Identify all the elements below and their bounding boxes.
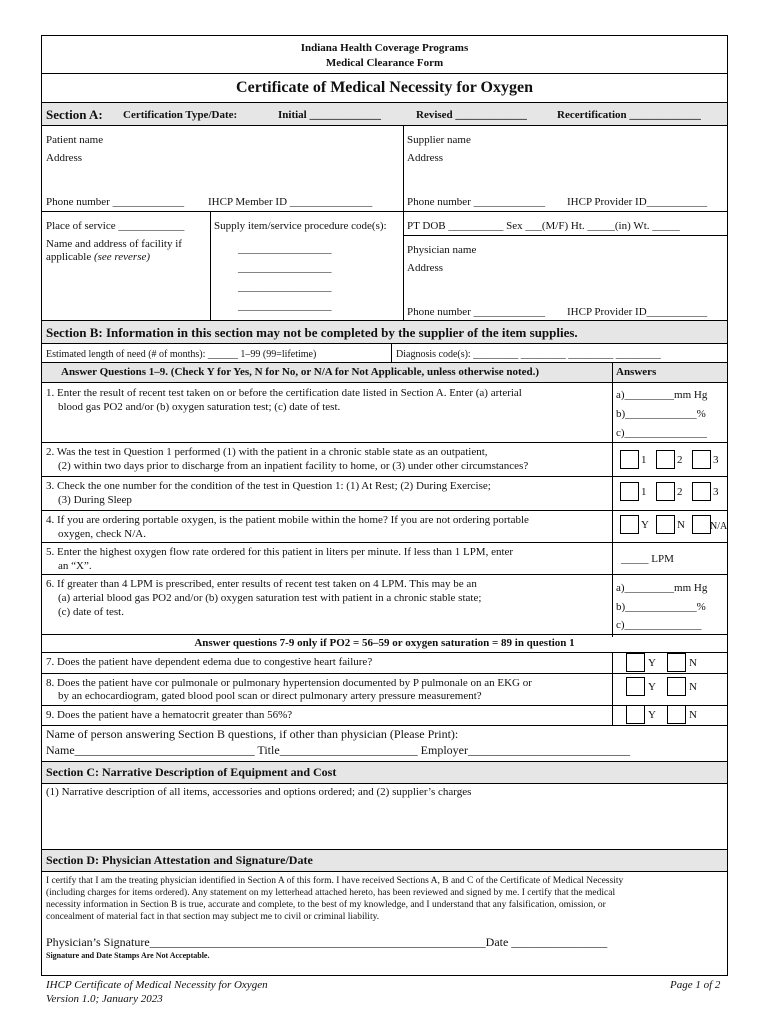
- q1-answer-b[interactable]: b)_____________%: [616, 408, 706, 420]
- q6-answer-b[interactable]: b)_____________%: [616, 601, 706, 613]
- q9-checkbox-n[interactable]: [667, 705, 686, 724]
- attestation-line3: necessity information in Section B is true, accurate and complete, to the best of my knowledge, and I understand that any falsification, omission, or: [46, 900, 606, 910]
- question-4-line1: 4. If you are ordering portable oxygen, is the patient mobile within the home? If you are not ordering portable: [46, 514, 529, 526]
- q4-checkbox-na[interactable]: [692, 515, 711, 534]
- ihcp-member-id-field[interactable]: IHCP Member ID _______________: [208, 196, 373, 208]
- question-8-line1: 8. Does the patient have cor pulmonale or pulmonary hypertension documented by P pulmonale on an EKG or: [46, 677, 532, 689]
- q4-na-label: N/A: [710, 521, 728, 532]
- question-3-line2: (3) During Sleep: [58, 494, 132, 506]
- footer-page-number: Page 1 of 2: [670, 979, 721, 991]
- physician-phone-field[interactable]: Phone number _____________: [407, 306, 546, 318]
- patient-phone-field[interactable]: Phone number _____________: [46, 196, 185, 208]
- q5-lpm-field[interactable]: _____ LPM: [621, 553, 674, 565]
- question-8-line2: by an echocardiogram, gated blood pool scan or direct pulmonary artery pressure measurement?: [58, 690, 482, 702]
- q8-n-label: N: [689, 681, 697, 693]
- answer-instructions: Answer Questions 1–9. (Check Y for Yes, N for No, or N/A for Not Applicable, unless otherwise noted.): [61, 366, 540, 378]
- supply-code-line-2[interactable]: _________________: [238, 262, 332, 274]
- supply-code-line-1[interactable]: _________________: [238, 243, 332, 255]
- q1-answer-a[interactable]: a)_________mm Hg: [616, 389, 708, 401]
- supply-code-line-3[interactable]: _________________: [238, 281, 332, 293]
- physician-name-field[interactable]: Physician name: [407, 244, 477, 256]
- q2-option-3-label: 3: [713, 454, 719, 466]
- attestation-line2: (including charges for items ordered). Any statement on my letterhead attached hereto, has been reviewed and signed by me. I certify that the medical: [46, 888, 616, 898]
- supply-codes-label: Supply item/service procedure code(s):: [214, 220, 387, 232]
- supplier-name-field[interactable]: Supplier name: [407, 134, 471, 146]
- q9-y-label: Y: [648, 709, 656, 721]
- physician-address-field[interactable]: Address: [407, 262, 444, 274]
- form-frame: [41, 35, 728, 976]
- section-a-label: Section A:: [46, 107, 103, 122]
- form-title: Certificate of Medical Necessity for Oxygen: [236, 79, 533, 96]
- ihcp-provider-id-field[interactable]: IHCP Provider ID___________: [567, 196, 708, 208]
- header-line1: Indiana Health Coverage Programs: [300, 42, 469, 54]
- answers-header: Answers: [616, 366, 657, 378]
- footer-version: Version 1.0; January 2023: [46, 993, 163, 1005]
- person-answering-label: Name of person answering Section B questions, if other than physician (Please Print):: [46, 727, 459, 741]
- recert-field[interactable]: Recertification _____________: [557, 109, 701, 121]
- supplier-phone-field[interactable]: Phone number _____________: [407, 196, 546, 208]
- revised-field[interactable]: Revised _____________: [416, 109, 527, 121]
- question-5-line2: an “X”.: [58, 560, 92, 572]
- narrative-description-field[interactable]: (1) Narrative description of all items, accessories and options ordered; and (2) supplier’s charges: [46, 786, 472, 798]
- question-2-line1: 2. Was the test in Question 1 performed (1) with the patient in a chronic stable state as an outpatient,: [46, 446, 488, 458]
- supplier-address-field[interactable]: Address: [407, 152, 444, 164]
- q2-checkbox-2[interactable]: [656, 450, 675, 469]
- footer-title: IHCP Certificate of Medical Necessity for Oxygen: [46, 979, 268, 991]
- q7-checkbox-y[interactable]: [626, 653, 645, 672]
- supply-code-line-4[interactable]: _________________: [238, 300, 332, 312]
- q8-y-label: Y: [648, 681, 656, 693]
- q3-option-1-label: 1: [641, 486, 647, 498]
- q9-n-label: N: [689, 709, 697, 721]
- q8-checkbox-y[interactable]: [626, 677, 645, 696]
- q4-checkbox-n[interactable]: [656, 515, 675, 534]
- q7-n-label: N: [689, 657, 697, 669]
- q9-checkbox-y[interactable]: [626, 705, 645, 724]
- q3-option-2-label: 2: [677, 486, 683, 498]
- section-b-title: Section B: Information in this section may not be completed by the supplier of the item supplies.: [46, 325, 578, 340]
- question-9: 9. Does the patient have a hematocrit greater than 56%?: [46, 709, 293, 721]
- estimated-length-field[interactable]: Estimated length of need (# of months): ______ 1–99 (99=lifetime): [46, 349, 317, 360]
- facility-label-1: Name and address of facility if: [46, 238, 182, 250]
- patient-name-field[interactable]: Patient name: [46, 134, 104, 146]
- q4-checkbox-y[interactable]: [620, 515, 639, 534]
- q4-y-label: Y: [641, 519, 649, 531]
- questions-7-9-instructions: Answer questions 7-9 only if PO2 = 56–59 or oxygen saturation = 89 in question 1: [194, 637, 575, 649]
- question-4-line2: oxygen, check N/A.: [58, 528, 146, 540]
- question-2-line2: (2) within two days prior to discharge from an inpatient facility to home, or (3) under other circumstances?: [58, 460, 529, 472]
- question-6-line1: 6. If greater than 4 LPM is prescribed, enter results of recent test taken on 4 LPM. This may be an: [46, 578, 477, 590]
- q2-option-1-label: 1: [641, 454, 647, 466]
- q6-answer-c[interactable]: c)______________: [616, 619, 702, 631]
- question-5-line1: 5. Enter the highest oxygen flow rate ordered for this patient in liters per minute. If less than 1 LPM, enter: [46, 546, 514, 558]
- header-line2: Medical Clearance Form: [325, 57, 444, 69]
- q3-checkbox-1[interactable]: [620, 482, 639, 501]
- q2-checkbox-3[interactable]: [692, 450, 711, 469]
- initial-field[interactable]: Initial _____________: [278, 109, 381, 121]
- name-title-employer-field[interactable]: Name______________________________ Title_______________________ Employer___________________________: [46, 743, 630, 757]
- physician-signature-field[interactable]: Physician’s Signature________________________________________________________Date ________________: [46, 935, 608, 949]
- section-c-title: Section C: Narrative Description of Equipment and Cost: [46, 765, 337, 779]
- question-7: 7. Does the patient have dependent edema due to congestive heart failure?: [46, 656, 373, 668]
- q2-option-2-label: 2: [677, 454, 683, 466]
- q3-checkbox-2[interactable]: [656, 482, 675, 501]
- q7-y-label: Y: [648, 657, 656, 669]
- question-6-line3: (c) date of test.: [58, 606, 124, 618]
- q2-checkbox-1[interactable]: [620, 450, 639, 469]
- section-d-title: Section D: Physician Attestation and Signature/Date: [46, 853, 313, 867]
- question-1-line2: blood gas PO2 and/or (b) oxygen saturation test; (c) date of test.: [58, 401, 341, 413]
- q1-answer-c[interactable]: c)_______________: [616, 427, 708, 439]
- place-of-service-field[interactable]: Place of service ____________: [46, 220, 185, 232]
- physician-ihcp-id-field[interactable]: IHCP Provider ID___________: [567, 306, 708, 318]
- q3-option-3-label: 3: [713, 486, 719, 498]
- attestation-line4: concealment of material fact in that section may subject me to civil or criminal liability.: [46, 912, 380, 922]
- q4-n-label: N: [677, 519, 685, 531]
- q6-answer-a[interactable]: a)_________mm Hg: [616, 582, 708, 594]
- pt-dob-sex-ht-wt-field[interactable]: PT DOB __________ Sex ___(M/F) Ht. _____(in) Wt. _____: [407, 220, 680, 232]
- signature-note: Signature and Date Stamps Are Not Acceptable.: [46, 951, 210, 960]
- attestation-line1: I certify that I am the treating physician identified in Section A of this form. I have received Sections A, B and C of the Certificate of Medical Necessity: [46, 876, 624, 886]
- patient-address-field[interactable]: Address: [46, 152, 83, 164]
- question-3-line1: 3. Check the one number for the condition of the test in Question 1: (1) At Rest; (2) During Exercise;: [46, 480, 491, 492]
- question-6-line2: (a) arterial blood gas PO2 and/or (b) oxygen saturation test with patient in a chronic stable state;: [58, 592, 482, 604]
- q8-checkbox-n[interactable]: [667, 677, 686, 696]
- facility-label-2: applicable (see reverse): [46, 251, 151, 263]
- q7-checkbox-n[interactable]: [667, 653, 686, 672]
- cert-type-label: Certification Type/Date:: [123, 109, 238, 121]
- q3-checkbox-3[interactable]: [692, 482, 711, 501]
- question-1-line1: 1. Enter the result of recent test taken on or before the certification date listed in Section A. Enter (a) arterial: [46, 387, 522, 399]
- diagnosis-codes-field[interactable]: Diagnosis code(s): _________ _________ _________ _________: [396, 349, 661, 360]
